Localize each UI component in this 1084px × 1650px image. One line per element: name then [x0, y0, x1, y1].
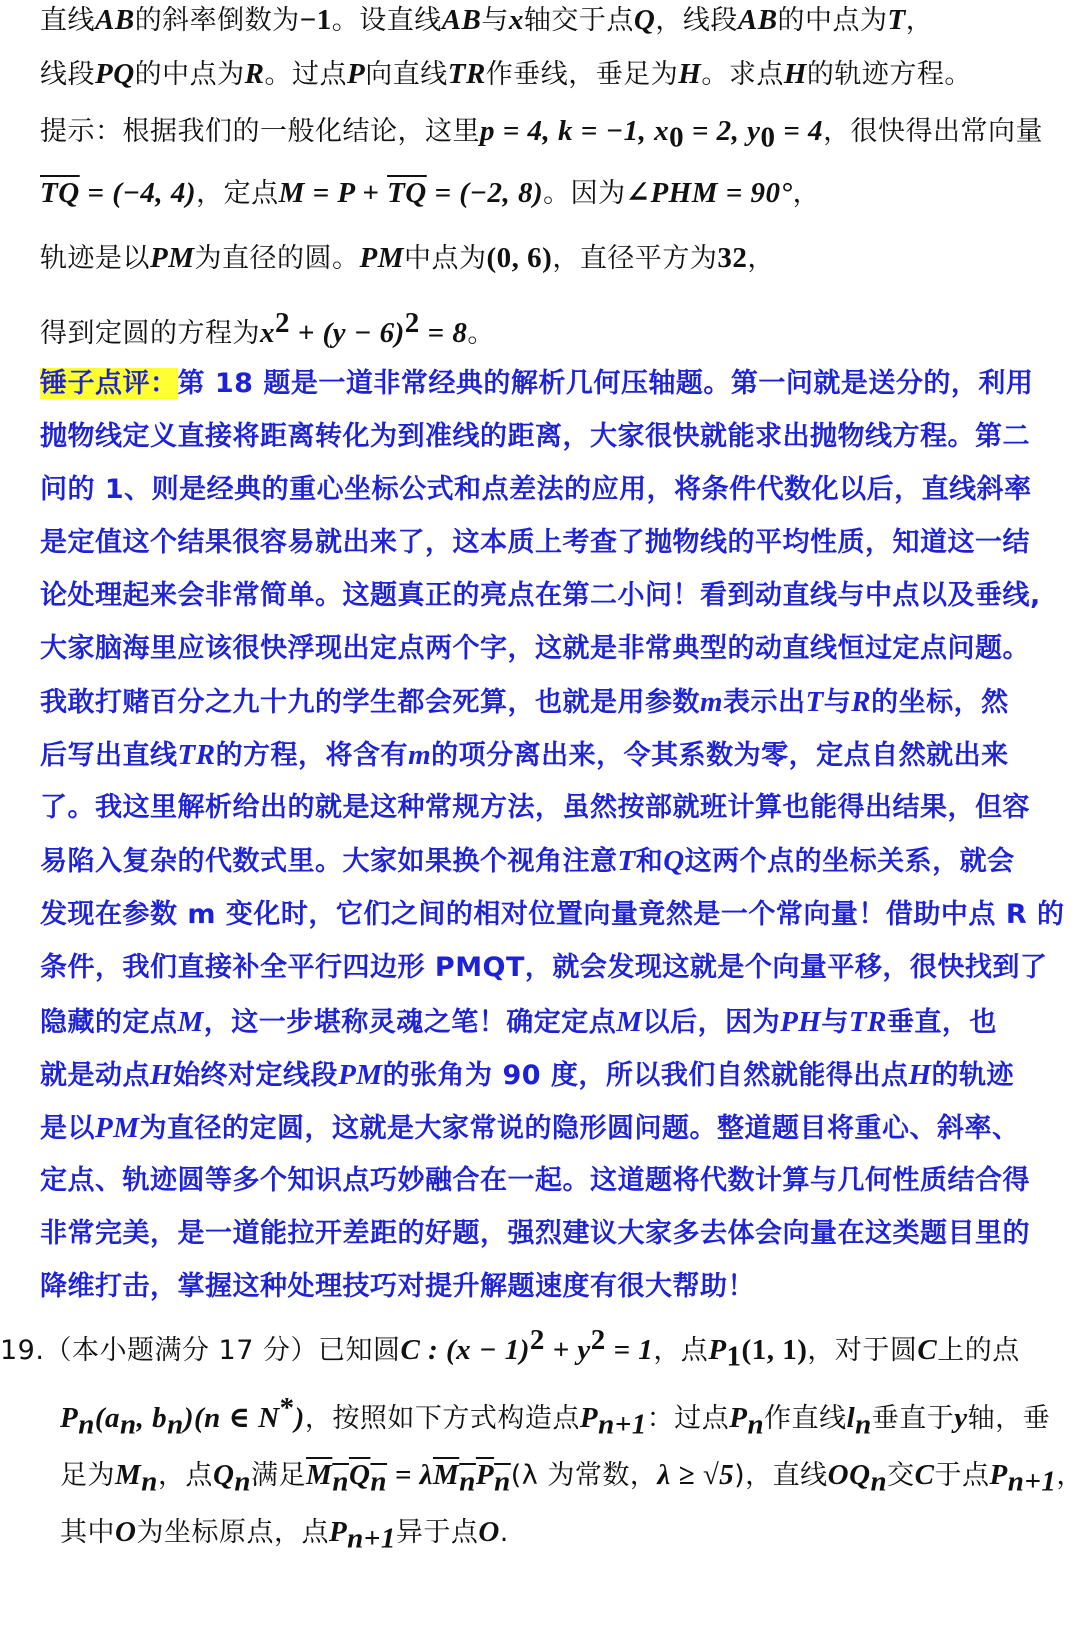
commentary-line-9: 了。我这里解析给出的就是这种常规方法，虽然按部就班计算也能得出结果，但容 — [40, 792, 1030, 823]
commentary-line-2: 抛物线定义直接将距离转化为到准线的距离，大家很快就能求出抛物线方程。第二 — [40, 421, 1030, 452]
text-line-1: 直线AB的斜率倒数为−1。设直线AB与x轴交于点Q，线段AB的中点为T， — [40, 4, 934, 36]
problem-19-line-1: 19.（本小题满分 17 分）已知圆C : $(x - 1)^2 + y^2 = 1$，点$P_1(1$, 1)，对于圆C上的点 — [0, 1324, 1020, 1373]
commentary-line-3: 问的 1、则是经典的重心坐标公式和点差法的应用，将条件代数化以后，直线斜率 — [40, 474, 1032, 505]
commentary-line-4: 是定值这个结果很容易就出来了，这本质上考查了抛物线的平均性质，知道这一结 — [40, 527, 1030, 558]
circle-line: 轨迹是以PM为直径的圆。PM中点为(0, 6)，直径平方为32， — [40, 242, 775, 274]
problem-19-line-4: 其中O为坐标原点，点$P_{n+1}$异于点O. — [60, 1516, 509, 1555]
commentary-line-6: 大家脑海里应该很快浮现出定点两个字，这就是非常典型的动直线恒过定点问题。 — [40, 633, 1030, 664]
commentary-line-18: 降维打击，掌握这种处理技巧对提升解题速度有很大帮助！ — [40, 1271, 755, 1302]
commentary-line-11: 发现在参数 m 变化时，它们之间的相对位置向量竟然是一个常向量！借助中点 R 的 — [40, 899, 1065, 930]
commentary-line-14: 就是动点H始终对定线段PM的张角为 90 度，所以我们自然就能得出点H的轨迹 — [40, 1059, 1014, 1091]
problem-19-line-3: 足为$M_n$，点$Q_n$满足$M_nQ_n = \lambda M_nP_n(\lambda$ 为常数，λ ≥ √5)，直线$OQ_n$交C于点$P_{n+1}$， — [60, 1459, 1084, 1498]
commentary-line-13: 隐藏的定点M，这一步堪称灵魂之笔！确定定点M以后，因为PH与TR垂直，也 — [40, 1006, 997, 1038]
problem-number: 19. — [0, 1335, 45, 1366]
commentary-line-7: 我敢打赌百分之九十九的学生都会死算，也就是用参数m表示出T与R的坐标，然 — [40, 686, 1009, 718]
commentary-line-15: 是以PM为直径的定圆，这就是大家常说的隐形圆问题。整道题目将重心、斜率、 — [40, 1112, 1020, 1144]
equation-line: 得到定圆的方程为$x^2 + (y - 6)^2 = 8$。 — [40, 307, 495, 349]
commentary-line-17: 非常完美，是一道能拉开差距的好题，强烈建议大家多去体会向量在这类题目里的 — [40, 1218, 1030, 1249]
problem-19-line-2: $P_n(a_n$, $b_n)(n$ ∈ N*)，按照如下方式构造点$P_{n+1}$：过点$P_n$作直线$l_n$垂直于y轴，垂 — [60, 1392, 1051, 1441]
commentary-line-10: 易陷入复杂的代数式里。大家如果换个视角注意T和Q这两个点的坐标关系，就会 — [40, 845, 1015, 877]
vector-line: $\overline{TQ} = (-4$, 4)，定点$M = P + \overline{TQ} = (-2$, 8)。因为∠PHM = 90°， — [40, 177, 821, 209]
commentary-line-5: 论处理起来会非常简单。这题真正的亮点在第二小问！看到动直线与中点以及垂线, — [40, 580, 1041, 611]
vector-tq: $\overline{TQ}$ — [40, 177, 80, 209]
commentary-line-8: 后写出直线TR的方程，将含有m的项分离出来，令其系数为零，定点自然就出来 — [40, 739, 1009, 771]
commentary-label: 锤子点评： — [40, 368, 178, 399]
commentary-line-1: 锤子点评：第 18 题是一道非常经典的解析几何压轴题。第一问就是送分的，利用 — [40, 368, 1034, 399]
commentary-line-12: 条件，我们直接补全平行四边形 PMQT，就会发现这就是个向量平移，很快找到了 — [40, 952, 1048, 983]
text-line-2: 线段PQ的中点为R。过点P向直线TR作垂线，垂足为H。求点H的轨迹方程。 — [40, 58, 972, 90]
commentary-line-16: 定点、轨迹圆等多个知识点巧妙融合在一起。这道题将代数计算与几何性质结合得 — [40, 1165, 1030, 1196]
hint-line: 提示：根据我们的一般化结论，这里p = 4, k = −1, $x_0 = 2$, $y_0 = 4$，很快得出常向量 — [40, 115, 1044, 154]
